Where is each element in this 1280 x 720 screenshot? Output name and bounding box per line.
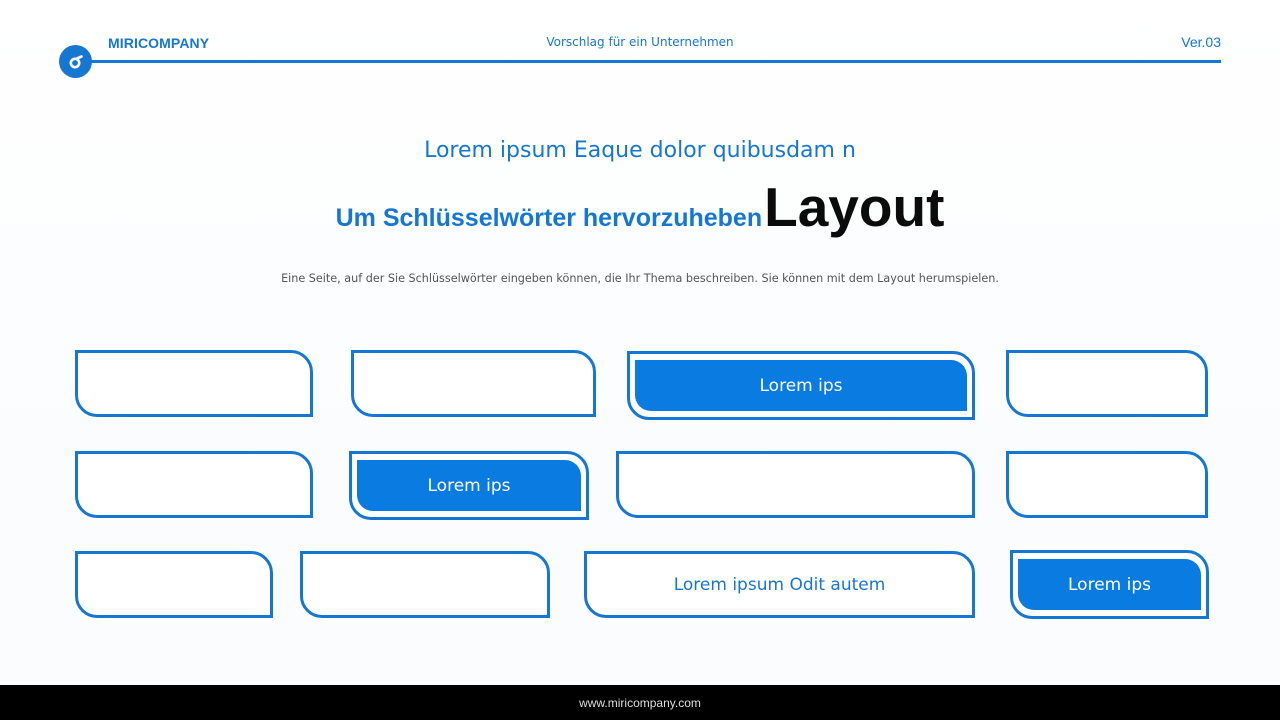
keyword-label: Lorem ipsum Odit autem xyxy=(673,574,886,595)
keyword-box-highlighted xyxy=(1010,550,1209,619)
keyword-label: Lorem ips xyxy=(759,375,843,396)
keyword-box xyxy=(616,451,975,518)
subtitle: Lorem ipsum Eaque dolor quibusdam n xyxy=(424,138,856,163)
logo-circle-icon xyxy=(59,45,92,78)
brand-name: MIRICOMPANY xyxy=(108,35,210,51)
keyword-label: Lorem ips xyxy=(1068,574,1151,595)
header-divider xyxy=(75,60,1221,63)
header-tagline: Vorschlag für ein Unternehmen xyxy=(546,35,734,49)
keyword-highlight-fill xyxy=(357,460,581,511)
page-title xyxy=(0,176,1280,238)
footer-url: www.miricompany.com xyxy=(579,695,701,710)
keyword-highlight-fill xyxy=(1018,559,1201,610)
keyword-highlight-fill xyxy=(635,360,967,411)
keyword-box-highlighted xyxy=(627,351,975,420)
keyword-box xyxy=(1006,451,1208,518)
keyword-box xyxy=(351,350,596,417)
description: Eine Seite, auf der Sie Schlüsselwörter eingeben können, die Ihr Thema beschreiben. Sie können mit dem Layout herumspielen. xyxy=(281,272,999,285)
keyword-label: Lorem ips xyxy=(427,475,511,496)
keyword-box-highlighted xyxy=(349,451,589,520)
keyword-box xyxy=(1006,350,1208,417)
logo-glyph-icon xyxy=(68,55,84,69)
keyword-box xyxy=(75,350,313,417)
footer-bar xyxy=(0,685,1280,720)
keyword-box xyxy=(300,551,550,618)
keyword-box xyxy=(584,551,975,618)
keyword-box xyxy=(75,551,273,618)
version-label: Ver.03 xyxy=(1181,34,1221,50)
keyword-box xyxy=(75,451,313,518)
title-highlight: Um Schlüsselwörter hervorzuheben xyxy=(335,204,763,232)
title-main: Layout xyxy=(764,176,945,238)
